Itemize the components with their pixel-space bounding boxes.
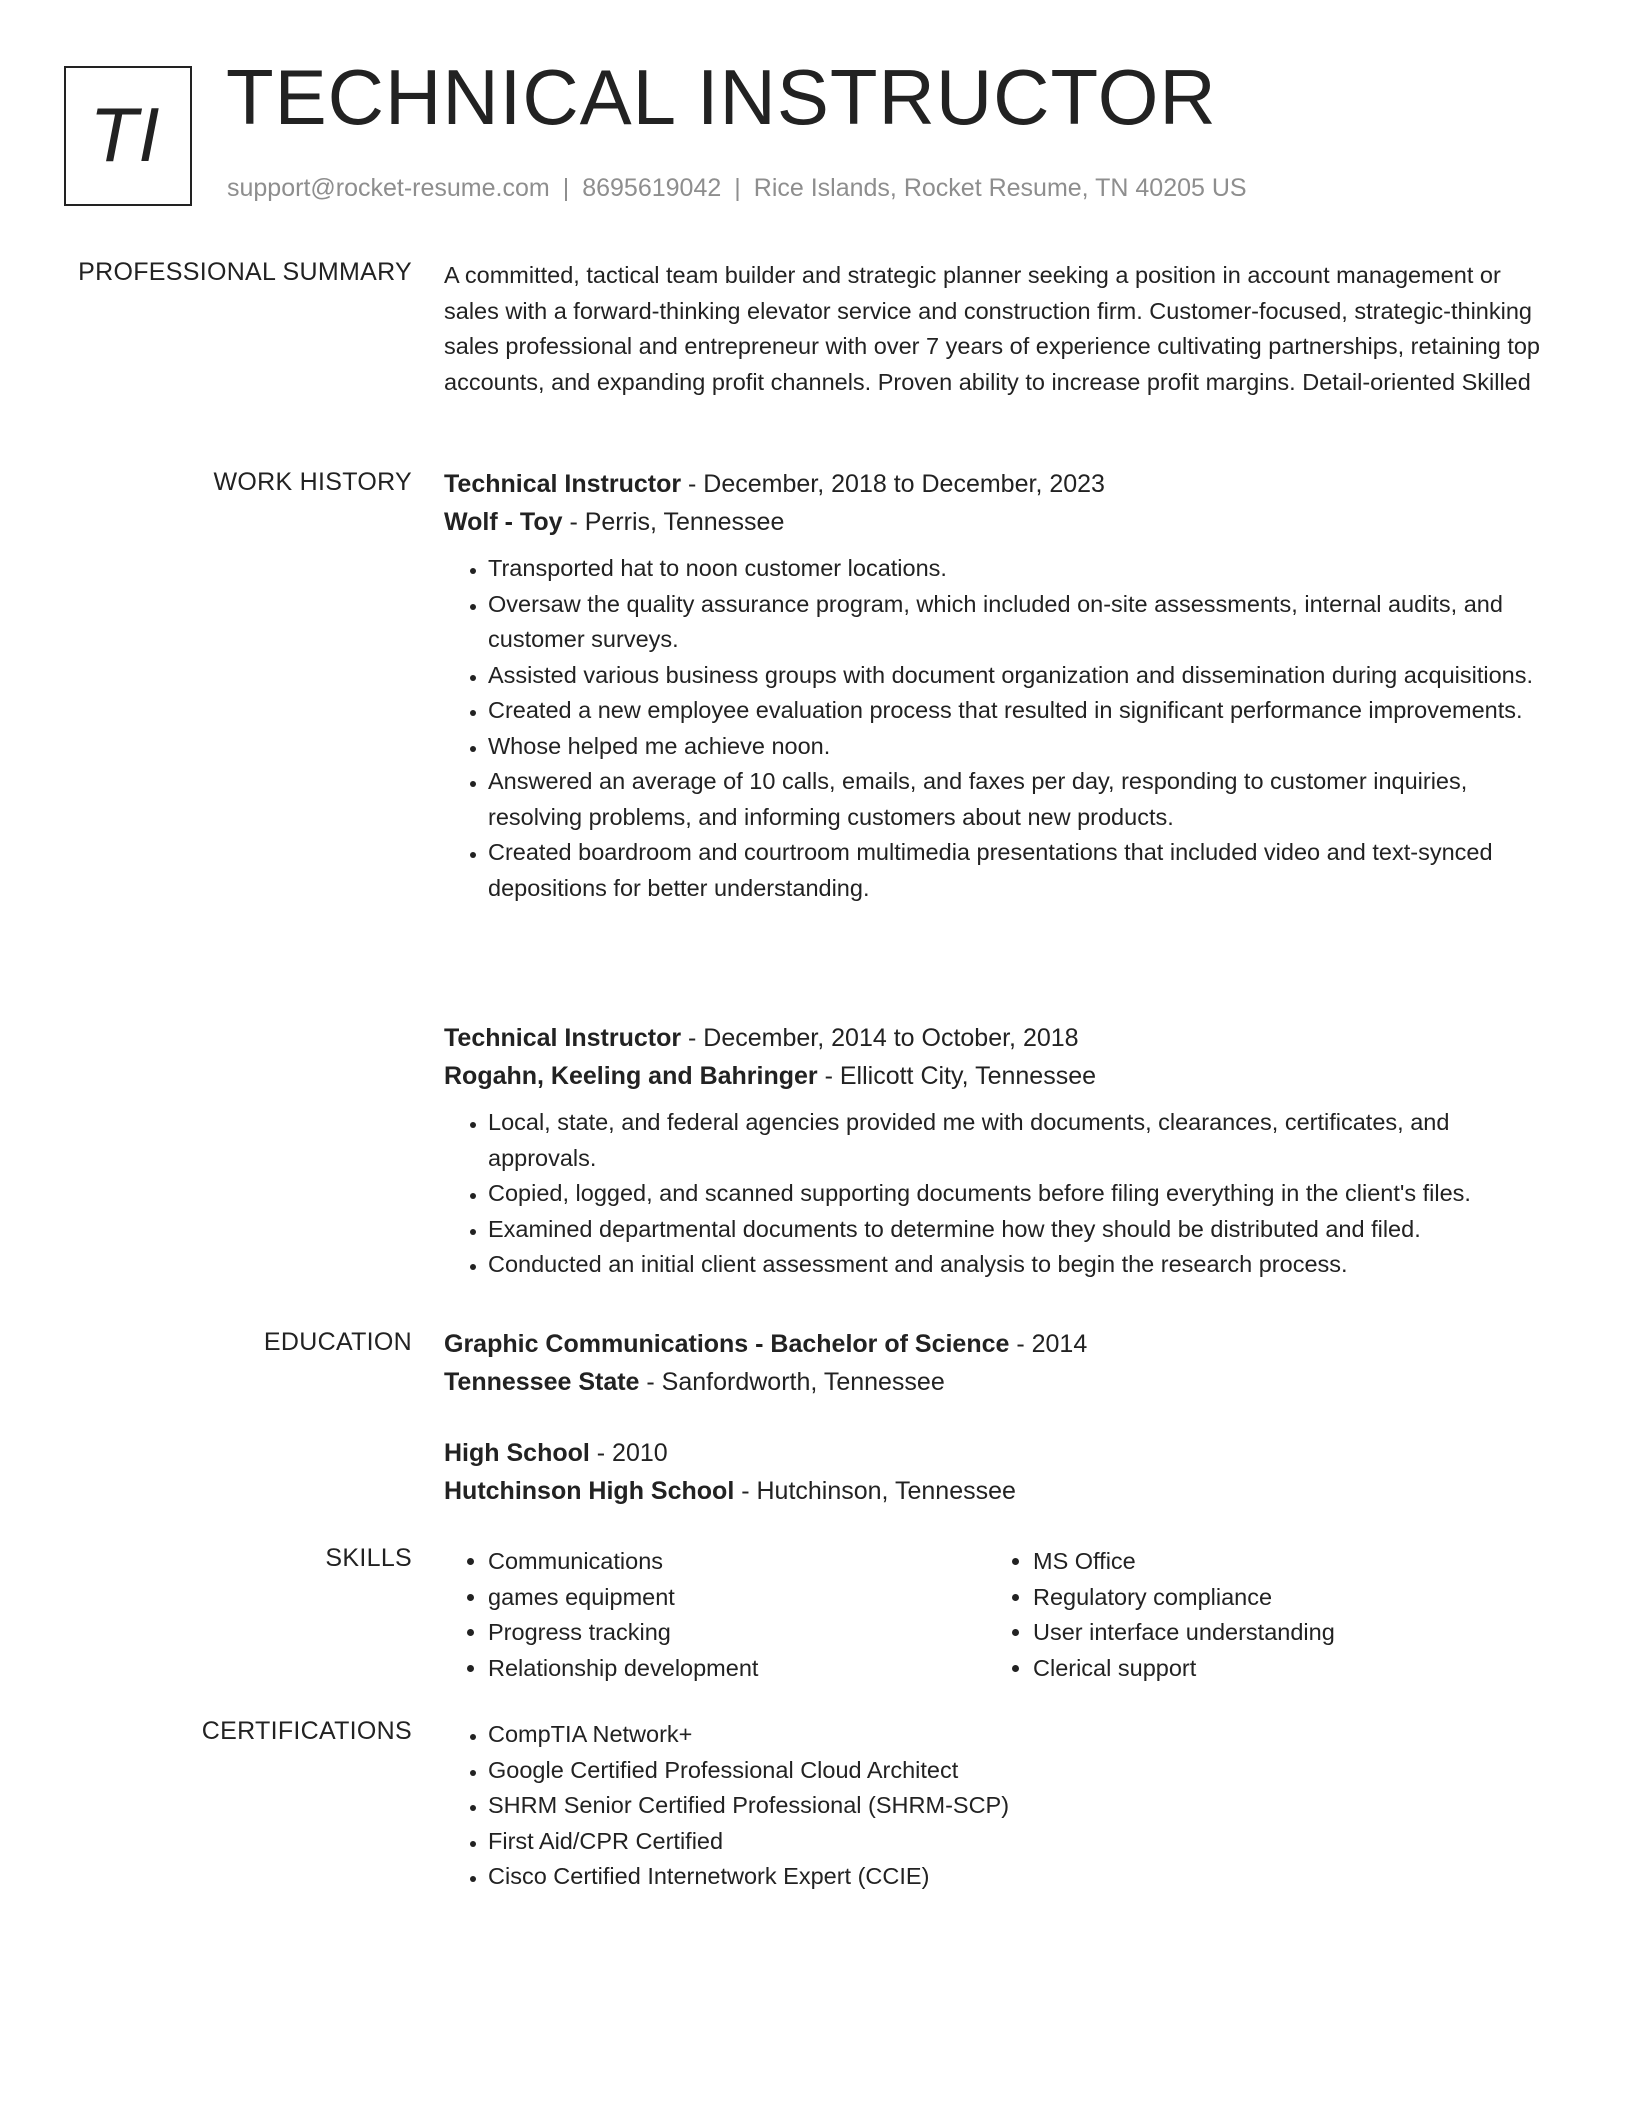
skill-item: • Progress tracking	[488, 1615, 989, 1651]
job-role: Technical Instructor	[444, 470, 682, 498]
job-bullet: • Local, state, and federal agencies provided me with documents, clearances, certificates, and approvals.	[488, 1105, 1554, 1176]
certifications-list	[444, 1717, 1554, 1895]
skills-grid	[444, 1544, 1554, 1686]
contact-phone: 8695619042	[582, 174, 722, 202]
job-bullets	[444, 1105, 1554, 1283]
certification-item: • First Aid/CPR Certified	[488, 1824, 1554, 1860]
education-location: - Sanfordworth, Tennessee	[639, 1368, 945, 1396]
job-role: Technical Instructor	[444, 1024, 682, 1052]
skill-item: • User interface understanding	[1033, 1615, 1534, 1651]
job-bullet: • Oversaw the quality assurance program, which included on-site assessments, internal audits, and customer surveys.	[488, 587, 1554, 658]
education-degree: Graphic Communications - Bachelor of Science	[444, 1330, 1010, 1358]
job-company: Rogahn, Keeling and Bahringer	[444, 1062, 818, 1090]
job-bullet: • Transported hat to noon customer locations.	[488, 551, 1554, 587]
job-bullet: • Created boardroom and courtroom multimedia presentations that included video and text-synced depositions for better understanding.	[488, 835, 1554, 906]
job-company-line	[444, 1057, 1554, 1095]
job-entry	[444, 1019, 1554, 1283]
job-bullet: • Answered an average of 10 calls, emails, and faxes per day, responding to customer inquiries, resolving problems, and informing customers about new products.	[488, 764, 1554, 835]
certification-item: • SHRM Senior Certified Professional (SHRM-SCP)	[488, 1788, 1554, 1824]
job-entry	[444, 465, 1554, 906]
job-title-line	[444, 1019, 1554, 1057]
job-company: Wolf - Toy	[444, 508, 563, 536]
contact-separator: |	[562, 174, 570, 202]
skills-list-left	[444, 1544, 989, 1686]
job-bullet: • Created a new employee evaluation process that resulted in significant performance improvements.	[488, 693, 1554, 729]
summary-text: A committed, tactical team builder and strategic planner seeking a position in account management or sales with a forward-thinking elevator service and construction firm. Customer-focused, strategic-thinking sales professional and entrepreneur with over 7 years of experience cultivating partnerships, retaining top accounts, and expanding profit channels. Proven ability to increase profit margins. Detail-oriented Skilled	[444, 262, 1540, 395]
job-bullets	[444, 551, 1554, 906]
job-dates: - December, 2014 to October, 2018	[681, 1024, 1079, 1052]
monogram-box	[64, 66, 192, 206]
skill-item: • games equipment	[488, 1580, 989, 1616]
education-school: Tennessee State	[444, 1368, 640, 1396]
education-location: - Hutchinson, Tennessee	[734, 1477, 1016, 1505]
contact-separator: |	[734, 174, 741, 202]
job-location: - Perris, Tennessee	[562, 508, 785, 536]
section-title-education: EDUCATION	[263, 1328, 412, 1356]
contact-email: support@rocket-resume.com	[227, 174, 550, 202]
skills-list-right	[989, 1544, 1534, 1686]
job-company-line	[444, 503, 1554, 541]
education-degree: High School	[444, 1439, 590, 1467]
education-entry	[444, 1325, 1554, 1401]
certification-item: • Cisco Certified Internetwork Expert (CCIE)	[488, 1859, 1554, 1895]
contact-line	[227, 174, 1247, 203]
resume-name: TECHNICAL INSTRUCTOR	[226, 53, 1217, 141]
job-bullet: • Whose helped me achieve noon.	[488, 729, 1554, 765]
job-location: - Ellicott City, Tennessee	[817, 1062, 1097, 1090]
contact-address: Rice Islands, Rocket Resume, TN 40205 US	[753, 174, 1247, 202]
certification-item: • Google Certified Professional Cloud Architect	[488, 1753, 1554, 1789]
education-school-line	[444, 1472, 1554, 1510]
education-year: - 2010	[589, 1439, 668, 1467]
skill-item: • Regulatory compliance	[1033, 1580, 1534, 1616]
skill-item: • Relationship development	[488, 1651, 989, 1687]
section-title-skills: SKILLS	[325, 1544, 412, 1572]
job-bullet: • Copied, logged, and scanned supporting documents before filing everything in the client's files.	[488, 1176, 1554, 1212]
section-title-summary: PROFESSIONAL SUMMARY	[78, 258, 412, 286]
education-degree-line	[444, 1434, 1554, 1472]
education-school-line	[444, 1363, 1554, 1401]
education-year: - 2014	[1009, 1330, 1088, 1358]
job-dates: - December, 2018 to December, 2023	[681, 470, 1105, 498]
education-school: Hutchinson High School	[444, 1477, 735, 1505]
job-bullet: • Examined departmental documents to determine how they should be distributed and filed.	[488, 1212, 1554, 1248]
monogram-initials: TI	[93, 94, 163, 178]
certification-item: • CompTIA Network+	[488, 1717, 1554, 1753]
skill-item: • Communications	[488, 1544, 989, 1580]
skill-item: • Clerical support	[1033, 1651, 1534, 1687]
job-title-line	[444, 465, 1554, 503]
education-entry	[444, 1434, 1554, 1510]
job-bullet: • Conducted an initial client assessment and analysis to begin the research process.	[488, 1247, 1554, 1283]
job-bullet: • Assisted various business groups with document organization and dissemination during acquisitions.	[488, 658, 1554, 694]
section-title-certifications: CERTIFICATIONS	[201, 1717, 412, 1745]
section-title-work-history: WORK HISTORY	[213, 468, 412, 496]
skill-item: • MS Office	[1033, 1544, 1534, 1580]
education-degree-line	[444, 1325, 1554, 1363]
